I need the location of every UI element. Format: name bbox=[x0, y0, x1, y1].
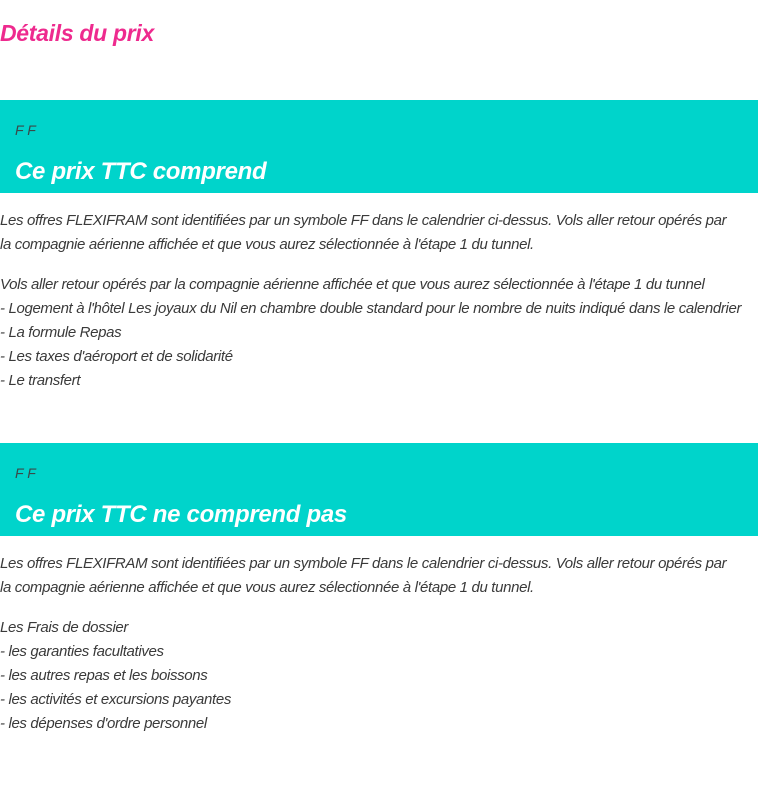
page-title: Détails du prix bbox=[0, 20, 154, 46]
flexifram-code: F F bbox=[15, 122, 36, 138]
excludes-heading: Ce prix TTC ne comprend pas bbox=[15, 501, 347, 528]
list-item: - les garanties facultatives bbox=[0, 643, 164, 660]
list-item: - les activités et excursions payantes bbox=[0, 691, 231, 708]
list-item: - La formule Repas bbox=[0, 324, 122, 341]
list-item: - les autres repas et les boissons bbox=[0, 667, 208, 684]
list-item: - Logement à l'hôtel Les joyaux du Nil en chambre double standard pour le nombre de nuits indiqué dans le calendrier bbox=[0, 300, 742, 317]
excludes-header-band bbox=[0, 443, 758, 536]
includes-list bbox=[0, 273, 758, 393]
flexifram-code: F F bbox=[15, 465, 36, 481]
list-item: Vols aller retour opérés par la compagnie aérienne affichée et que vous aurez sélectionnée à l'étape 1 du tunnel bbox=[0, 276, 705, 293]
excludes-intro: Les offres FLEXIFRAM sont identifiées par un symbole FF dans le calendrier ci-dessus. Vols aller retour opérés par la compagnie aérienne affichée et que vous aurez sélectionnée à l'étape 1 du tunnel. bbox=[0, 555, 727, 596]
includes-heading: Ce prix TTC comprend bbox=[15, 158, 267, 185]
excludes-list bbox=[0, 616, 758, 736]
list-item: - les dépenses d'ordre personnel bbox=[0, 715, 207, 732]
list-item: - Le transfert bbox=[0, 372, 81, 389]
list-item: - Les taxes d'aéroport et de solidarité bbox=[0, 348, 233, 365]
list-item: Les Frais de dossier bbox=[0, 619, 129, 636]
includes-intro: Les offres FLEXIFRAM sont identifiées par un symbole FF dans le calendrier ci-dessus. Vols aller retour opérés par la compagnie aérienne affichée et que vous aurez sélectionnée à l'étape 1 du tunnel. bbox=[0, 212, 727, 253]
includes-header-band bbox=[0, 100, 758, 193]
